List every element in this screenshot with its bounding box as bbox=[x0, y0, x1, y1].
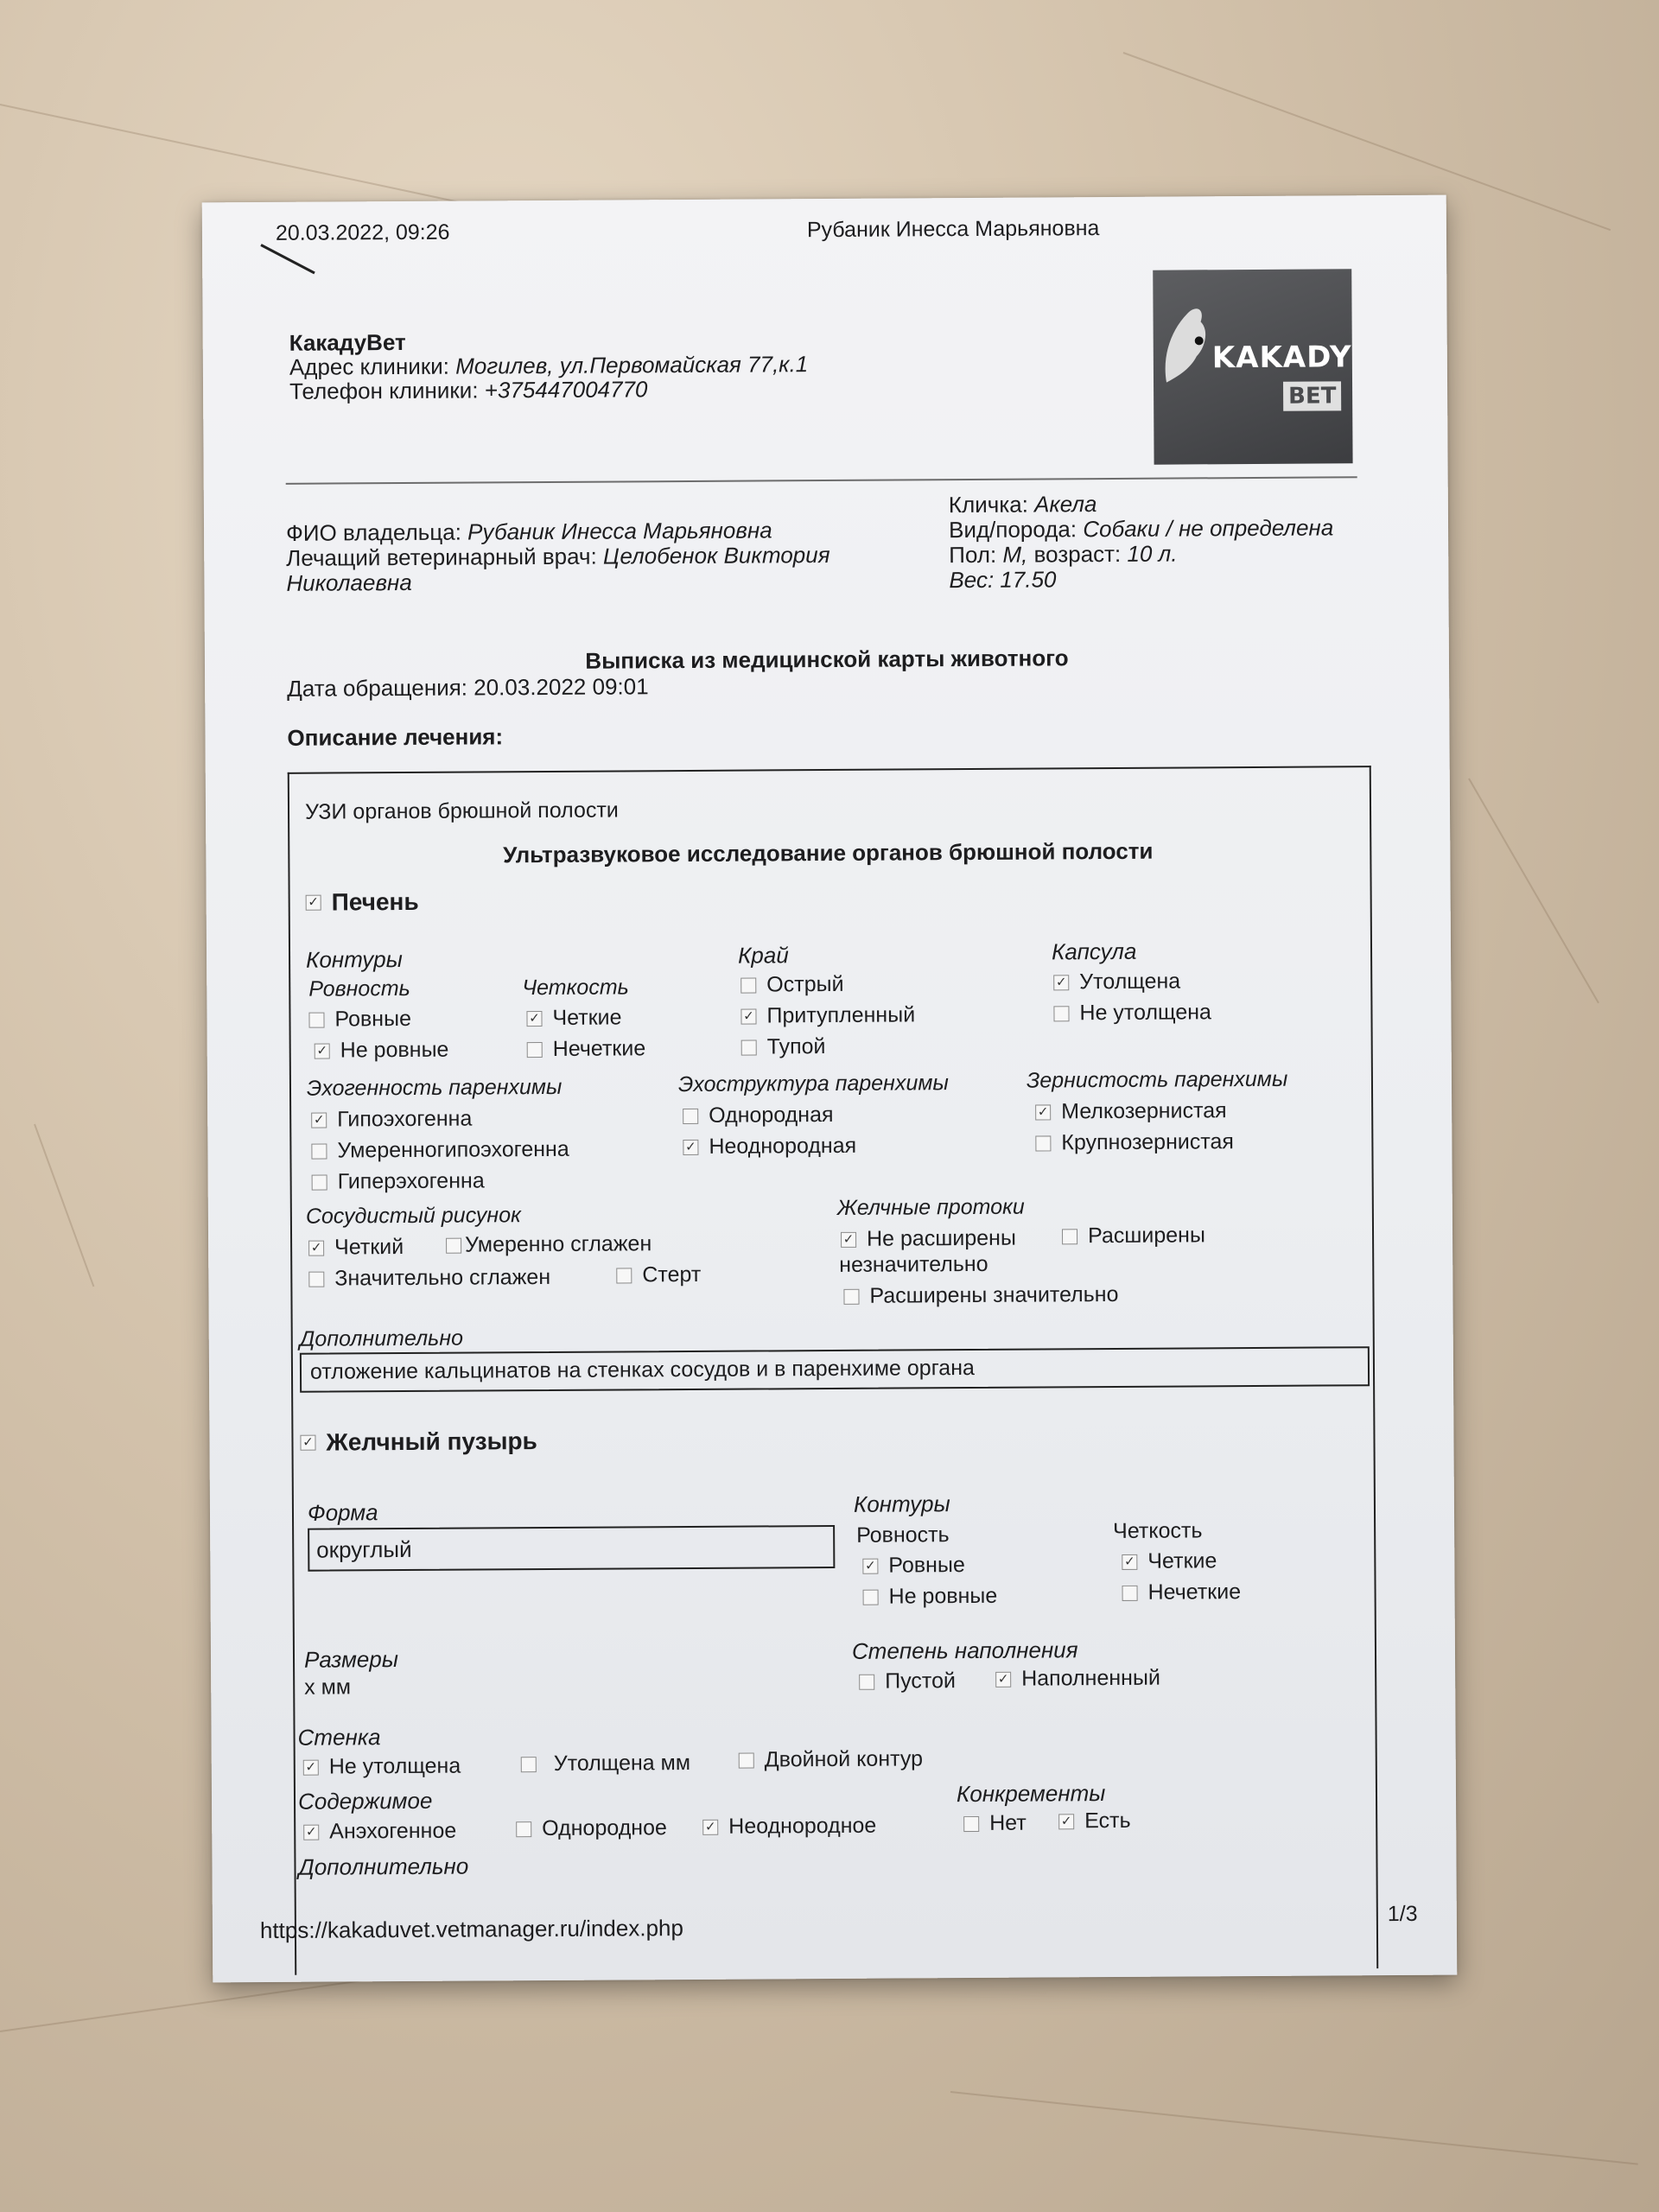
gb-uneven-checkbox[interactable] bbox=[863, 1589, 879, 1605]
background-texture bbox=[950, 2091, 1638, 2165]
clinic-phone-label: Телефон клиники: bbox=[289, 377, 479, 404]
liver-hyper-checkbox[interactable] bbox=[312, 1174, 327, 1190]
logo-badge: BET bbox=[1283, 381, 1342, 410]
option-label: Значительно сглажен bbox=[334, 1264, 551, 1291]
gb-wall-thick-option[interactable] bbox=[521, 1751, 690, 1777]
treatment-heading: Описание лечения: bbox=[287, 723, 504, 751]
option-label: Не расширены bbox=[866, 1225, 1016, 1251]
option-label: Умеренно сглажен bbox=[465, 1231, 652, 1257]
option-label: Нет bbox=[989, 1810, 1027, 1835]
liver-contours-label: Контуры bbox=[305, 946, 403, 973]
check-mark: ✓ bbox=[865, 1557, 876, 1573]
gb-filled-option[interactable] bbox=[995, 1666, 1160, 1692]
liver-echogenicity-label: Эхогенность паренхимы bbox=[306, 1074, 563, 1101]
liver-homogeneous-option[interactable] bbox=[683, 1103, 833, 1128]
liver-blunt-option[interactable] bbox=[741, 1034, 826, 1060]
option-label: Мелкозернистая bbox=[1061, 1098, 1227, 1124]
gb-evenness-label: Ровность bbox=[856, 1522, 950, 1548]
print-datetime: 20.03.2022, 09:26 bbox=[275, 219, 450, 245]
option-label: Неоднородная bbox=[709, 1133, 857, 1159]
pet-species-label: Вид/порода: bbox=[948, 516, 1077, 543]
liver-hyper-option[interactable] bbox=[312, 1168, 485, 1194]
check-mark: ✓ bbox=[305, 1823, 317, 1840]
gb-even-option[interactable] bbox=[862, 1553, 965, 1579]
gb-unclear-checkbox[interactable] bbox=[1122, 1585, 1138, 1600]
liver-ducts-label: Желчные протоки bbox=[836, 1194, 1025, 1220]
liver-ducts-not-dilated-checkbox[interactable] bbox=[841, 1231, 856, 1247]
gb-stones-yes-checkbox[interactable] bbox=[1058, 1814, 1074, 1829]
liver-blunted-checkbox[interactable] bbox=[741, 1008, 756, 1024]
pet-weight-value: 17.50 bbox=[1000, 566, 1057, 593]
gallbladder-section-header bbox=[300, 1427, 537, 1457]
check-mark: ✓ bbox=[842, 1230, 855, 1247]
vet-line bbox=[286, 542, 830, 572]
check-mark: ✓ bbox=[1037, 1103, 1049, 1120]
option-label: Есть bbox=[1084, 1808, 1131, 1834]
liver-uneven-option[interactable] bbox=[315, 1038, 449, 1064]
liver-edge-label: Край bbox=[737, 942, 789, 969]
liver-ducts-significantly-option[interactable] bbox=[843, 1282, 1118, 1309]
gb-empty-checkbox[interactable] bbox=[859, 1674, 874, 1689]
pet-name-label: Кличка: bbox=[948, 491, 1028, 518]
gb-shape-label: Форма bbox=[307, 1499, 378, 1526]
liver-even-option[interactable] bbox=[308, 1007, 411, 1033]
check-mark: ✓ bbox=[308, 893, 320, 910]
liver-vascular-label: Сосудистый рисунок bbox=[305, 1203, 521, 1229]
owner-label: ФИО владельца: bbox=[285, 518, 461, 546]
gb-heterog-checkbox[interactable] bbox=[702, 1819, 718, 1834]
gb-filling-label: Степень наполнения bbox=[851, 1637, 1078, 1664]
check-mark: ✓ bbox=[302, 1433, 314, 1450]
print-user: Рубаник Инесса Марьяновна bbox=[806, 216, 1100, 243]
liver-vasc-significant-option[interactable] bbox=[308, 1265, 550, 1292]
gb-wall-label: Стенка bbox=[297, 1724, 381, 1751]
check-mark: ✓ bbox=[704, 1818, 716, 1834]
pet-age-label: возраст: bbox=[1033, 540, 1122, 568]
pet-sex-value: М, bbox=[1002, 541, 1028, 568]
option-label: Нечеткие bbox=[1147, 1580, 1242, 1605]
check-mark: ✓ bbox=[529, 1009, 540, 1026]
check-mark: ✓ bbox=[1055, 973, 1067, 989]
option-label: Неоднородное bbox=[728, 1813, 877, 1839]
liver-moderate-hypo-option[interactable] bbox=[311, 1137, 569, 1164]
check-mark: ✓ bbox=[1123, 1553, 1135, 1569]
pet-name-value: Акела bbox=[1034, 491, 1097, 518]
option-label: Однородное bbox=[542, 1815, 667, 1841]
pet-weight-line bbox=[949, 566, 1056, 594]
pet-name-line bbox=[949, 491, 1097, 518]
clinic-phone-value: +375447004770 bbox=[484, 376, 648, 404]
exam-name: УЗИ органов брюшной полости bbox=[304, 798, 619, 824]
pet-species-value: Собаки / не определена bbox=[1083, 514, 1334, 543]
liver-ducts-slightly-text: незначительно bbox=[839, 1251, 988, 1277]
liver-moderate-hypo-checkbox[interactable] bbox=[311, 1143, 327, 1159]
option-label: Анэхогенное bbox=[329, 1818, 457, 1844]
gb-homog-checkbox[interactable] bbox=[516, 1821, 531, 1837]
gallbladder-checkbox[interactable] bbox=[300, 1435, 315, 1451]
gb-contours-label: Контуры bbox=[853, 1491, 950, 1517]
document-title: Выписка из медицинской карты животного bbox=[585, 645, 1069, 674]
check-mark: ✓ bbox=[743, 1007, 754, 1024]
liver-additional-field[interactable]: отложение кальцинатов на стенках сосудов и в паренхиме органа bbox=[300, 1346, 1370, 1393]
option-label: Четкие bbox=[1147, 1548, 1217, 1573]
gb-clarity-label: Четкость bbox=[1113, 1518, 1203, 1544]
liver-vasc-moderate-option[interactable] bbox=[446, 1231, 652, 1257]
liver-vasc-moderate-checkbox[interactable] bbox=[446, 1237, 461, 1253]
liver-ducts-not-dilated-option[interactable] bbox=[841, 1226, 1016, 1252]
liver-vasc-erased-option[interactable] bbox=[616, 1262, 701, 1288]
option-label: Нечеткие bbox=[552, 1036, 646, 1061]
logo-text: KAKADY bbox=[1211, 340, 1352, 376]
liver-heterogeneous-option[interactable] bbox=[683, 1134, 856, 1160]
liver-not-thickened-checkbox[interactable] bbox=[1053, 1006, 1069, 1021]
page-number: 1/3 bbox=[1387, 1901, 1418, 1927]
option-label: Ровные bbox=[888, 1553, 965, 1578]
gb-filled-checkbox[interactable] bbox=[995, 1671, 1011, 1687]
option-label: Расширены значительно bbox=[869, 1281, 1119, 1308]
cockatoo-logo-icon bbox=[1157, 296, 1210, 391]
option-label: Крупнозернистая bbox=[1061, 1129, 1234, 1155]
gb-wall-double-checkbox[interactable] bbox=[739, 1752, 754, 1768]
option-label: Расширены bbox=[1087, 1223, 1205, 1249]
option-label: Не ровные bbox=[340, 1037, 449, 1063]
liver-title: Печень bbox=[331, 887, 419, 916]
gb-size-label: Размеры bbox=[303, 1646, 399, 1673]
liver-fine-option[interactable] bbox=[1035, 1098, 1227, 1124]
option-label: Двойной контур bbox=[764, 1746, 924, 1772]
gb-even-checkbox[interactable] bbox=[862, 1558, 878, 1573]
gb-wall-double-option[interactable] bbox=[739, 1746, 923, 1772]
gb-stones-yes-option[interactable] bbox=[1058, 1808, 1131, 1834]
liver-vasc-clear-checkbox[interactable] bbox=[308, 1240, 324, 1255]
liver-not-thickened-option[interactable] bbox=[1053, 1000, 1211, 1026]
vet-label: Лечащий ветеринарный врач: bbox=[286, 543, 597, 571]
pet-species-line bbox=[949, 514, 1333, 543]
liver-clear-checkbox[interactable] bbox=[526, 1011, 542, 1027]
owner-value: Рубаник Инесса Марьяновна bbox=[467, 517, 772, 545]
liver-ducts-dilated-checkbox[interactable] bbox=[1062, 1229, 1077, 1244]
vet-value-cont: Николаевна bbox=[286, 569, 412, 596]
option-label: Гипоэхогенна bbox=[337, 1106, 473, 1132]
pen-mark bbox=[260, 244, 315, 274]
liver-vasc-clear-option[interactable] bbox=[308, 1235, 404, 1261]
gb-wall-thick-checkbox[interactable] bbox=[521, 1757, 537, 1772]
option-label: Не ровные bbox=[888, 1583, 998, 1609]
background-texture bbox=[1468, 779, 1599, 1004]
check-mark: ✓ bbox=[1060, 1812, 1072, 1828]
check-mark: ✓ bbox=[316, 1042, 328, 1058]
gb-stones-no-option[interactable] bbox=[963, 1811, 1027, 1836]
liver-vasc-erased-checkbox[interactable] bbox=[616, 1268, 632, 1283]
option-label: Четкий bbox=[334, 1235, 404, 1260]
option-label: Однородная bbox=[709, 1102, 834, 1128]
gb-shape-field[interactable]: округлый bbox=[308, 1525, 835, 1572]
liver-hypo-option[interactable] bbox=[311, 1107, 472, 1133]
clinic-logo bbox=[1153, 269, 1352, 464]
gb-additional-label: Дополнительно bbox=[298, 1853, 469, 1880]
option-label: Умеренногипоэхогенна bbox=[337, 1136, 569, 1163]
liver-sharp-checkbox[interactable] bbox=[741, 977, 756, 993]
option-label: Пустой bbox=[885, 1669, 957, 1694]
background-texture bbox=[34, 1124, 94, 1287]
paper-sheet bbox=[202, 195, 1458, 1983]
visit-date-value: 20.03.2022 09:01 bbox=[474, 673, 649, 701]
gb-stones-no-checkbox[interactable] bbox=[963, 1815, 979, 1831]
gb-unclear-option[interactable] bbox=[1122, 1580, 1241, 1605]
gb-wall-not-thick-option[interactable] bbox=[303, 1754, 461, 1780]
check-mark: ✓ bbox=[313, 1111, 325, 1128]
liver-blunt-checkbox[interactable] bbox=[741, 1039, 757, 1055]
liver-clear-option[interactable] bbox=[526, 1005, 621, 1031]
liver-heterogeneous-checkbox[interactable] bbox=[683, 1139, 698, 1154]
liver-coarse-checkbox[interactable] bbox=[1035, 1135, 1051, 1151]
option-label: Не утолщена bbox=[1079, 1000, 1211, 1026]
check-mark: ✓ bbox=[685, 1138, 696, 1154]
gb-heterog-option[interactable] bbox=[702, 1814, 876, 1840]
liver-checkbox[interactable] bbox=[306, 895, 321, 911]
liver-sharp-option[interactable] bbox=[741, 972, 843, 998]
option-label: Ровные bbox=[334, 1006, 412, 1032]
option-label: Гиперэхогенна bbox=[337, 1168, 485, 1194]
option-label: Притупленный bbox=[766, 1002, 916, 1028]
liver-section-header bbox=[306, 888, 419, 917]
option-label: Утолщена bbox=[1079, 969, 1181, 995]
option-label: Стерт bbox=[642, 1262, 702, 1287]
pet-sex-label: Пол: bbox=[949, 541, 997, 569]
clinic-phone bbox=[289, 376, 648, 405]
option-label: Четкие bbox=[552, 1005, 622, 1030]
liver-capsule-label: Капсула bbox=[1051, 938, 1137, 965]
gb-homog-option[interactable] bbox=[516, 1815, 667, 1841]
liver-clarity-label: Четкость bbox=[522, 975, 629, 1001]
liver-evenness-label: Ровность bbox=[308, 976, 410, 1001]
gb-stones-label: Конкременты bbox=[956, 1780, 1106, 1808]
liver-unclear-option[interactable] bbox=[527, 1036, 646, 1062]
liver-uneven-checkbox[interactable] bbox=[315, 1043, 330, 1058]
check-mark: ✓ bbox=[310, 1239, 322, 1255]
option-label: Утолщена мм bbox=[553, 1750, 691, 1776]
check-mark: ✓ bbox=[997, 1670, 1009, 1687]
option-label: Не утолщена bbox=[328, 1753, 461, 1779]
gallbladder-title: Желчный пузырь bbox=[326, 1427, 537, 1456]
liver-blunted-option[interactable] bbox=[741, 1002, 915, 1028]
option-label: Наполненный bbox=[1021, 1665, 1160, 1691]
liver-granularity-label: Зернистость паренхимы bbox=[1026, 1066, 1288, 1093]
gb-empty-option[interactable] bbox=[859, 1669, 956, 1694]
gb-content-label: Содержимое bbox=[297, 1787, 433, 1815]
gb-wall-not-thick-checkbox[interactable] bbox=[303, 1759, 319, 1775]
header-divider bbox=[286, 476, 1357, 485]
liver-vasc-significant-checkbox[interactable] bbox=[308, 1271, 324, 1287]
gb-size-value: х мм bbox=[304, 1675, 352, 1700]
liver-fine-checkbox[interactable] bbox=[1035, 1104, 1051, 1120]
liver-additional-label: Дополнительно bbox=[299, 1325, 464, 1351]
gb-clear-option[interactable] bbox=[1122, 1548, 1217, 1574]
gb-anechoic-checkbox[interactable] bbox=[303, 1824, 319, 1840]
liver-ducts-significantly-checkbox[interactable] bbox=[843, 1288, 859, 1304]
option-label: Острый bbox=[766, 971, 844, 997]
pet-sex-age-line bbox=[949, 541, 1177, 569]
liver-echostructure-label: Эхоструктура паренхимы bbox=[677, 1071, 949, 1097]
gb-uneven-option[interactable] bbox=[863, 1584, 998, 1610]
liver-hypo-checkbox[interactable] bbox=[311, 1112, 327, 1128]
gb-anechoic-option[interactable] bbox=[303, 1819, 456, 1845]
liver-even-checkbox[interactable] bbox=[308, 1012, 324, 1027]
liver-unclear-checkbox[interactable] bbox=[527, 1042, 543, 1058]
liver-ducts-dilated-option[interactable] bbox=[1062, 1223, 1205, 1249]
check-mark: ✓ bbox=[305, 1758, 317, 1775]
gb-clear-checkbox[interactable] bbox=[1122, 1554, 1137, 1569]
footer-url: https://kakaduvet.vetmanager.ru/index.php bbox=[259, 1915, 684, 1944]
pet-weight-label: Вес: bbox=[949, 566, 995, 594]
liver-homogeneous-checkbox[interactable] bbox=[683, 1108, 698, 1123]
option-label: Тупой bbox=[766, 1034, 826, 1059]
liver-thickened-checkbox[interactable] bbox=[1053, 975, 1069, 990]
liver-coarse-option[interactable] bbox=[1035, 1129, 1234, 1155]
clinic-address-label: Адрес клиники: bbox=[289, 353, 450, 380]
pet-age-value: 10 л. bbox=[1127, 540, 1178, 567]
vet-value: Целобенок Виктория bbox=[602, 541, 830, 569]
visit-date-line bbox=[287, 673, 649, 702]
exam-heading: Ультразвуковое исследование органов брюшной полости bbox=[503, 837, 1154, 868]
clinic-name: КакадуВет bbox=[289, 328, 406, 356]
visit-date-label: Дата обращения: bbox=[287, 674, 468, 702]
liver-thickened-option[interactable] bbox=[1053, 969, 1180, 995]
clinic-address-value: Могилев, ул.Первомайская 77,к.1 bbox=[455, 351, 809, 379]
